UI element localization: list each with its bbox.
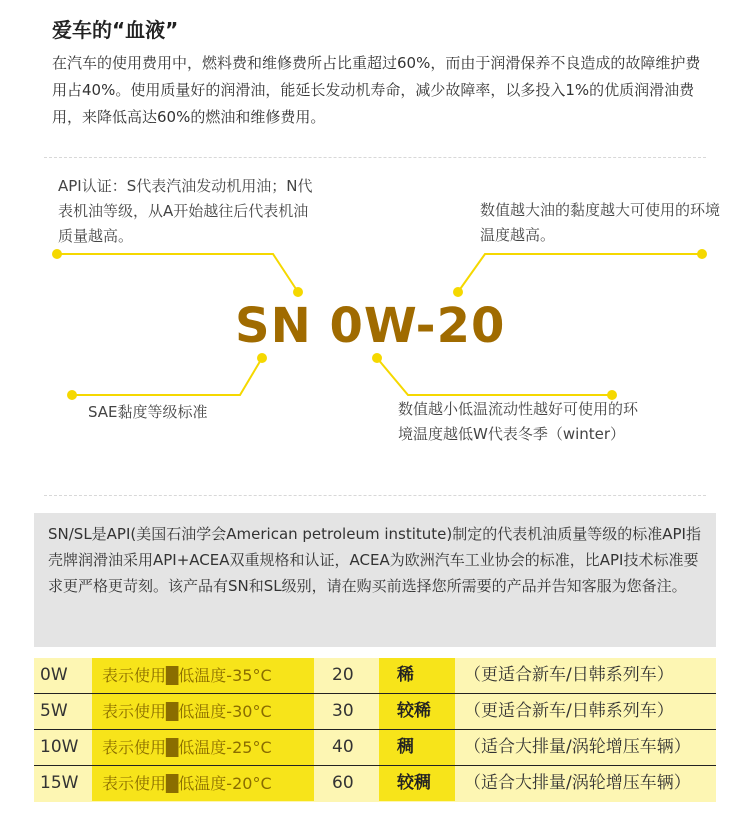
bottom-separator [44, 495, 706, 496]
top-separator [44, 157, 706, 158]
grade-cell: 10W [40, 737, 79, 757]
grade-cell: 15W [40, 773, 79, 793]
api-connector [57, 254, 298, 292]
sae-dot-left [67, 390, 77, 400]
temperature-cell: 表示使用█低温度-20°C [92, 766, 314, 801]
temperature-cell: 表示使用█低温度-35°C [92, 658, 314, 693]
api-dot-right [293, 287, 303, 297]
temperature-cell: 表示使用█低温度-25°C [92, 730, 314, 765]
viscosity-annotation: 数值越大油的黏度越大可使用的环境温度越高。 [480, 201, 721, 244]
winter-annotation: 数值越小低温流动性越好可使用的环境温度越低W代表冬季（winter） [398, 400, 639, 443]
oil-code-diagram [0, 160, 750, 495]
intro-paragraph: 在汽车的使用费用中，燃料费和维修费所占比重超过60%，而由于润滑保养不良造成的故障维护费用占40%。使用质量好的润滑油，能延长发动机寿命，减少故障率，以多投入1%的优质润滑油费用，来降低高达60%的燃油和维修费用。 [52, 54, 701, 126]
winter-connector [377, 358, 612, 395]
sae-connector [72, 358, 262, 395]
api-note-box: SN/SL是API(美国石油学会American petroleum institute)制定的代表机油质量等级的标准API指壳牌润滑油采用API+ACEA双重规格和认证，ACEA为欧洲汽车工业协会的标准，比API技术标准要求更严格更苛刻。该产品有SN和SL级别，请在购买前选择您所需要的产品并告知客服为您备注。 [34, 513, 716, 647]
api-annotation: API认证：S代表汽油发动机用油；N代表机油等级，从A开始越往后代表机油质量越高。 [58, 177, 313, 245]
suitability-cell: （适合大排量/涡轮增压车辆） [464, 773, 691, 793]
thickness-cell: 较稀 [379, 694, 455, 729]
number-cell: 30 [332, 701, 354, 721]
sae-annotation: SAE黏度等级标准 [88, 403, 208, 421]
thickness-cell: 稠 [379, 730, 455, 765]
table-row [34, 730, 716, 766]
winter-dot-left [372, 353, 382, 363]
viscosity-dot-right [697, 249, 707, 259]
suitability-cell: （适合大排量/涡轮增压车辆） [464, 737, 691, 757]
thickness-cell: 较稠 [379, 766, 455, 801]
suitability-cell: （更适合新车/日韩系列车） [464, 701, 674, 721]
temperature-cell: 表示使用█低温度-30°C [92, 694, 314, 729]
grade-table [34, 658, 716, 802]
table-row [34, 658, 716, 694]
number-cell: 40 [332, 737, 354, 757]
sae-dot-right [257, 353, 267, 363]
table-row [34, 766, 716, 802]
suitability-cell: （更适合新车/日韩系列车） [464, 665, 674, 685]
viscosity-connector [458, 254, 702, 292]
oil-grade-code: SN 0W-20 [235, 298, 506, 354]
grade-cell: 0W [40, 665, 68, 685]
api-dot-left [52, 249, 62, 259]
table-row [34, 694, 716, 730]
page-heading: 爱车的“血液” [52, 18, 179, 42]
viscosity-dot-left [453, 287, 463, 297]
number-cell: 60 [332, 773, 354, 793]
number-cell: 20 [332, 665, 354, 685]
thickness-cell: 稀 [379, 658, 455, 693]
grade-cell: 5W [40, 701, 68, 721]
